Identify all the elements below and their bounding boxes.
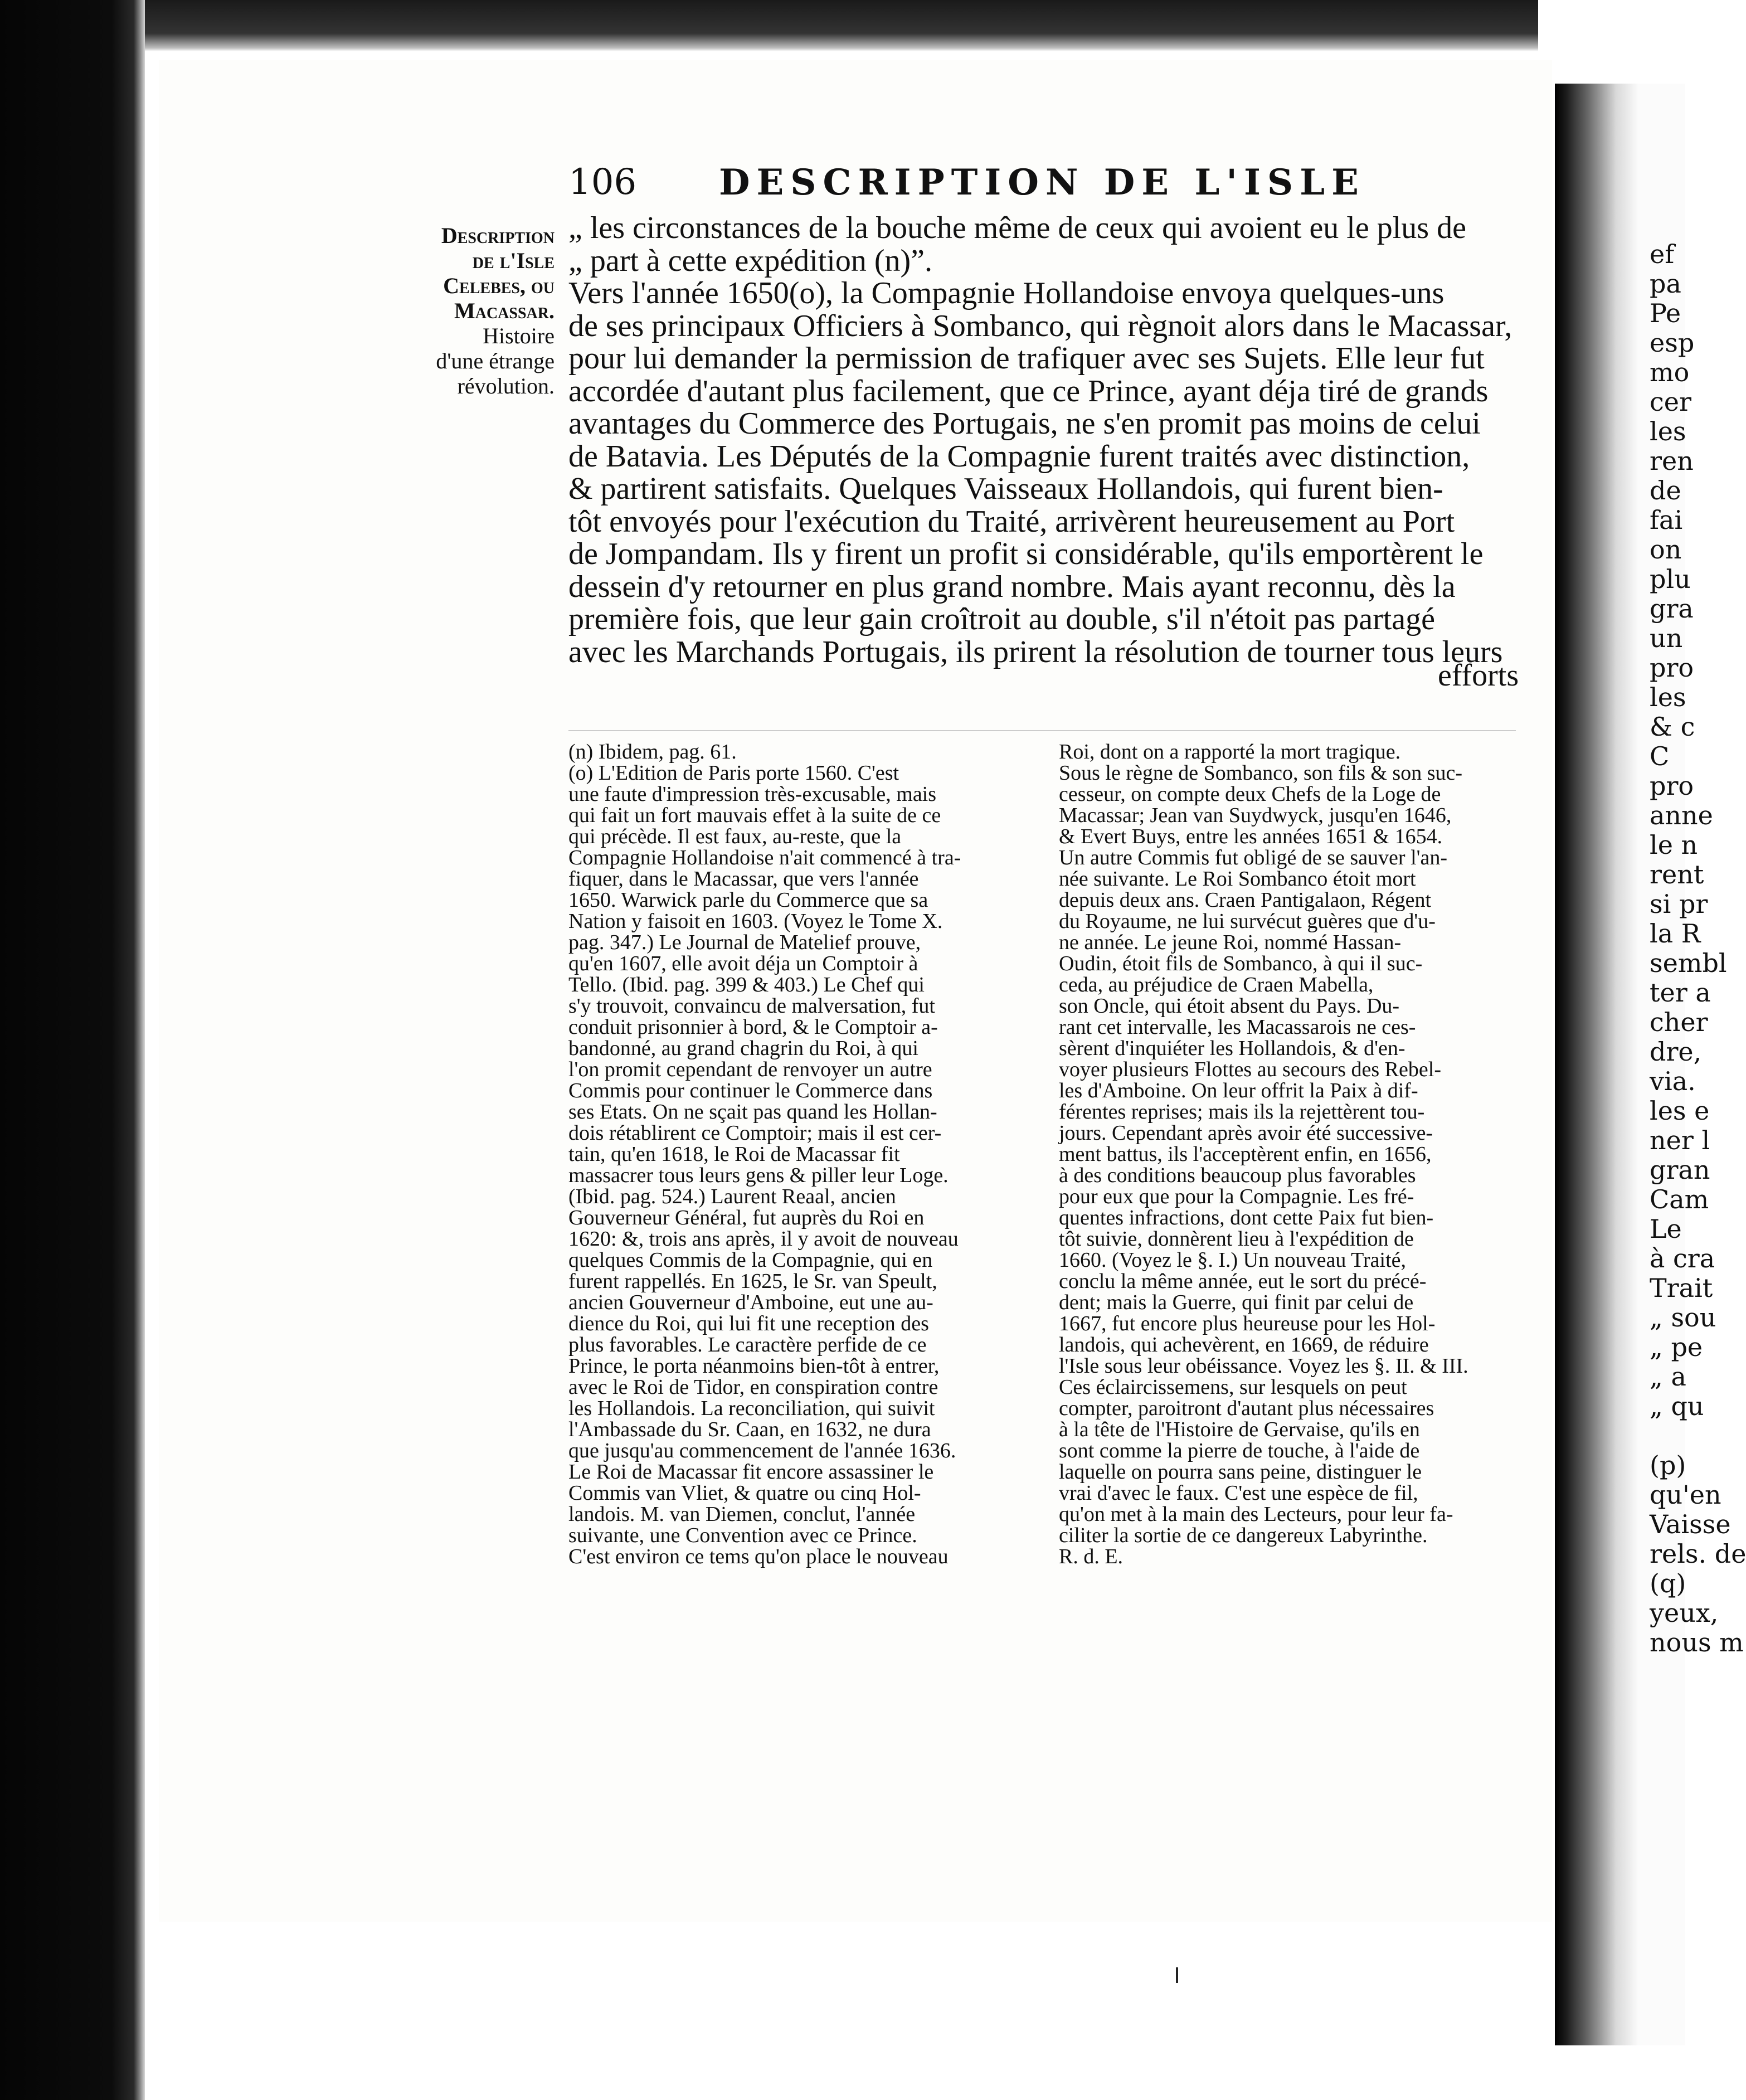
book-binding-shadow xyxy=(0,0,145,2100)
margin-note-line: Celebes, ou xyxy=(443,273,555,298)
ink-mark xyxy=(1176,1967,1178,1983)
footnote-separator xyxy=(568,730,1516,731)
facing-page-fragments: ef pa Pe esp mo cer les ren de fai on plu gra un pro les & c C pro anne le n rent si pr la R sembl ter a cher dre, via. les e ner l gran Cam Le à cra Trait „ sou „ pe „ a „ qu (p) qu'en Vaisse rels. de (q) yeux, nous m xyxy=(1650,239,1746,1657)
catchword: efforts xyxy=(1438,658,1519,693)
footnotes-right-column: Roi, dont on a rapporté la mort tragique. Sous le règne de Sombanco, son fils & son suc- cesseur, on compte deux Chefs de la Loge de Macassar; Jean van Suydwyck, jusqu'en 1646, & Evert Buys, entre les années 1651 & 1654. Un autre Commis fut obligé de se sauver l'an- née suivante. Le Roi Sombanco étoit mort depuis deux ans. Craen Pantigalaon, Régent du Royaume, ne lui survécut guères que d'u- ne année. Le jeune Roi, nommé Hassan- Oudin, étoit fils de Sombanco, à qui il suc- ceda, au préjudice de Craen Mabella, son Oncle, qui étoit absent du Pays. Du- rant cet intervalle, les Macassarois ne ces- sèrent d'inquiéter les Hollandois, & d'en- voyer plusieurs Flottes au secours des Rebel- les d'Amboine. On leur offrit la Paix à dif- férentes reprises; mais ils la rejettèrent tou- jours. Cependant après avoir été successive- ment battus, ils l'acceptèrent enfin, en 1656, à des conditions beaucoup plus favorables pour eux que pour la Compagnie. Les fré- quentes infractions, dont cette Paix fut bien- tôt suivie, donnèrent lieu à l'expédition de 1660. (Voyez le §. I.) Un nouveau Traité, conclu la même année, eut le sort du précé- dent; mais la Guerre, qui finit par celui de 1667, fut encore plus heureuse pour les Hol- landois, qui achevèrent, en 1669, de réduire l'Isle sous leur obéissance. Voyez les §. II. & III. Ces éclaircissemens, sur lesquels on peut compter, paroitront d'autant plus nécessaires à la tête de l'Histoire de Gervaise, qu'ils en sont comme la pierre de touche, à l'aide de laquelle on pourra sans peine, distinguer le vrai d'avec le faux. C'est une espèce de fil, qu'on met à la main des Lecteurs, pour leur fa- ciliter la sortie de ce dangereux Labyrinthe. R. d. E. xyxy=(1059,740,1468,1568)
running-head xyxy=(568,162,1371,206)
margin-note-line: Histoire xyxy=(483,323,555,348)
top-edge-shadow xyxy=(145,0,1538,51)
margin-note xyxy=(410,223,555,398)
margin-note-line: Macassar. xyxy=(454,298,555,323)
main-text: „ les circonstances de la bouche même de ceux qui avoient eu le plus de „ part à cette expédition (n)”. Vers l'année 1650(o), la Compagnie Hollandoise envoya quelques-uns de ses principaux Officiers à Sombanco, qui règnoit alors dans le Macassar, pour lui demander la permission de trafiquer avec ses Sujets. Elle leur fut accordée d'autant plus facilement, que ce Prince, ayant déja tiré de grands avantages du Commerce des Portugais, ne s'en promit pas moins de celui de Batavia. Les Députés de la Compagnie furent traités avec distinction, & partirent satisfaits. Quelques Vaisseaux Hollandois, qui furent bien- tôt envoyés pour l'exécution du Traité, arrivèrent heureusement au Port de Jompandam. Ils y firent un profit si considérable, qu'ils emportèrent le dessein d'y retourner en plus grand nombre. Mais ayant reconnu, dès la première fois, que leur gain croîtroit au double, s'il n'étoit pas partagé avec les Marchands Portugais, ils prirent la résolution de tourner tous leurs xyxy=(568,211,1512,669)
footnotes-left-column: (n) Ibidem, pag. 61. (o) L'Edition de Paris porte 1560. C'est une faute d'impression très-excusable, mais qui fait un fort mauvais effet à la suite de ce qui précède. Il est faux, au-reste, que la Compagnie Hollandoise n'ait commencé à tra- fiquer, dans le Macassar, que vers l'année 1650. Warwick parle du Commerce que sa Nation y faisoit en 1603. (Voyez le Tome X. pag. 347.) Le Journal de Matelief prouve, qu'en 1607, elle avoit déja un Comptoir à Tello. (Ibid. pag. 399 & 403.) Le Chef qui s'y trouvoit, convaincu de malversation, fut conduit prisonnier à bord, & le Comptoir a- bandonné, au grand chagrin du Roi, à qui l'on promit cependant de renvoyer un autre Commis pour continuer le Commerce dans ses Etats. On ne sçait pas quand les Hollan- dois rétablirent ce Comptoir; mais il est cer- tain, qu'en 1618, le Roi de Macassar fit massacrer tous leurs gens & piller leur Loge. (Ibid. pag. 524.) Laurent Reaal, ancien Gouverneur Général, fut auprès du Roi en 1620: &, trois ans après, il y avoit de nouveau quelques Commis de la Compagnie, qui en furent rappellés. En 1625, le Sr. van Speult, ancien Gouverneur d'Amboine, eut une au- dience du Roi, qui lui fit une reception des plus favorables. Le caractère perfide de ce Prince, le porta néanmoins bien-tôt à entrer, avec le Roi de Tidor, en conspiration contre les Hollandois. La reconciliation, qui suivit l'Ambassade du Sr. Caan, en 1632, ne dura que jusqu'au commencement de l'année 1636. Le Roi de Macassar fit encore assassiner le Commis van Vliet, & quatre ou cinq Hol- landois. M. van Diemen, conclut, l'année suivante, une Convention avec ce Prince. C'est environ ce tems qu'on place le nouveau xyxy=(568,740,961,1568)
margin-note-line: d'une étrange xyxy=(436,348,555,373)
margin-note-line: révolution. xyxy=(457,373,555,398)
page-number: 106 xyxy=(568,162,637,203)
margin-note-line: de l'Isle xyxy=(472,248,555,273)
running-title: DESCRIPTION DE L'ISLE xyxy=(719,162,1365,203)
margin-note-line: Description xyxy=(441,223,555,248)
